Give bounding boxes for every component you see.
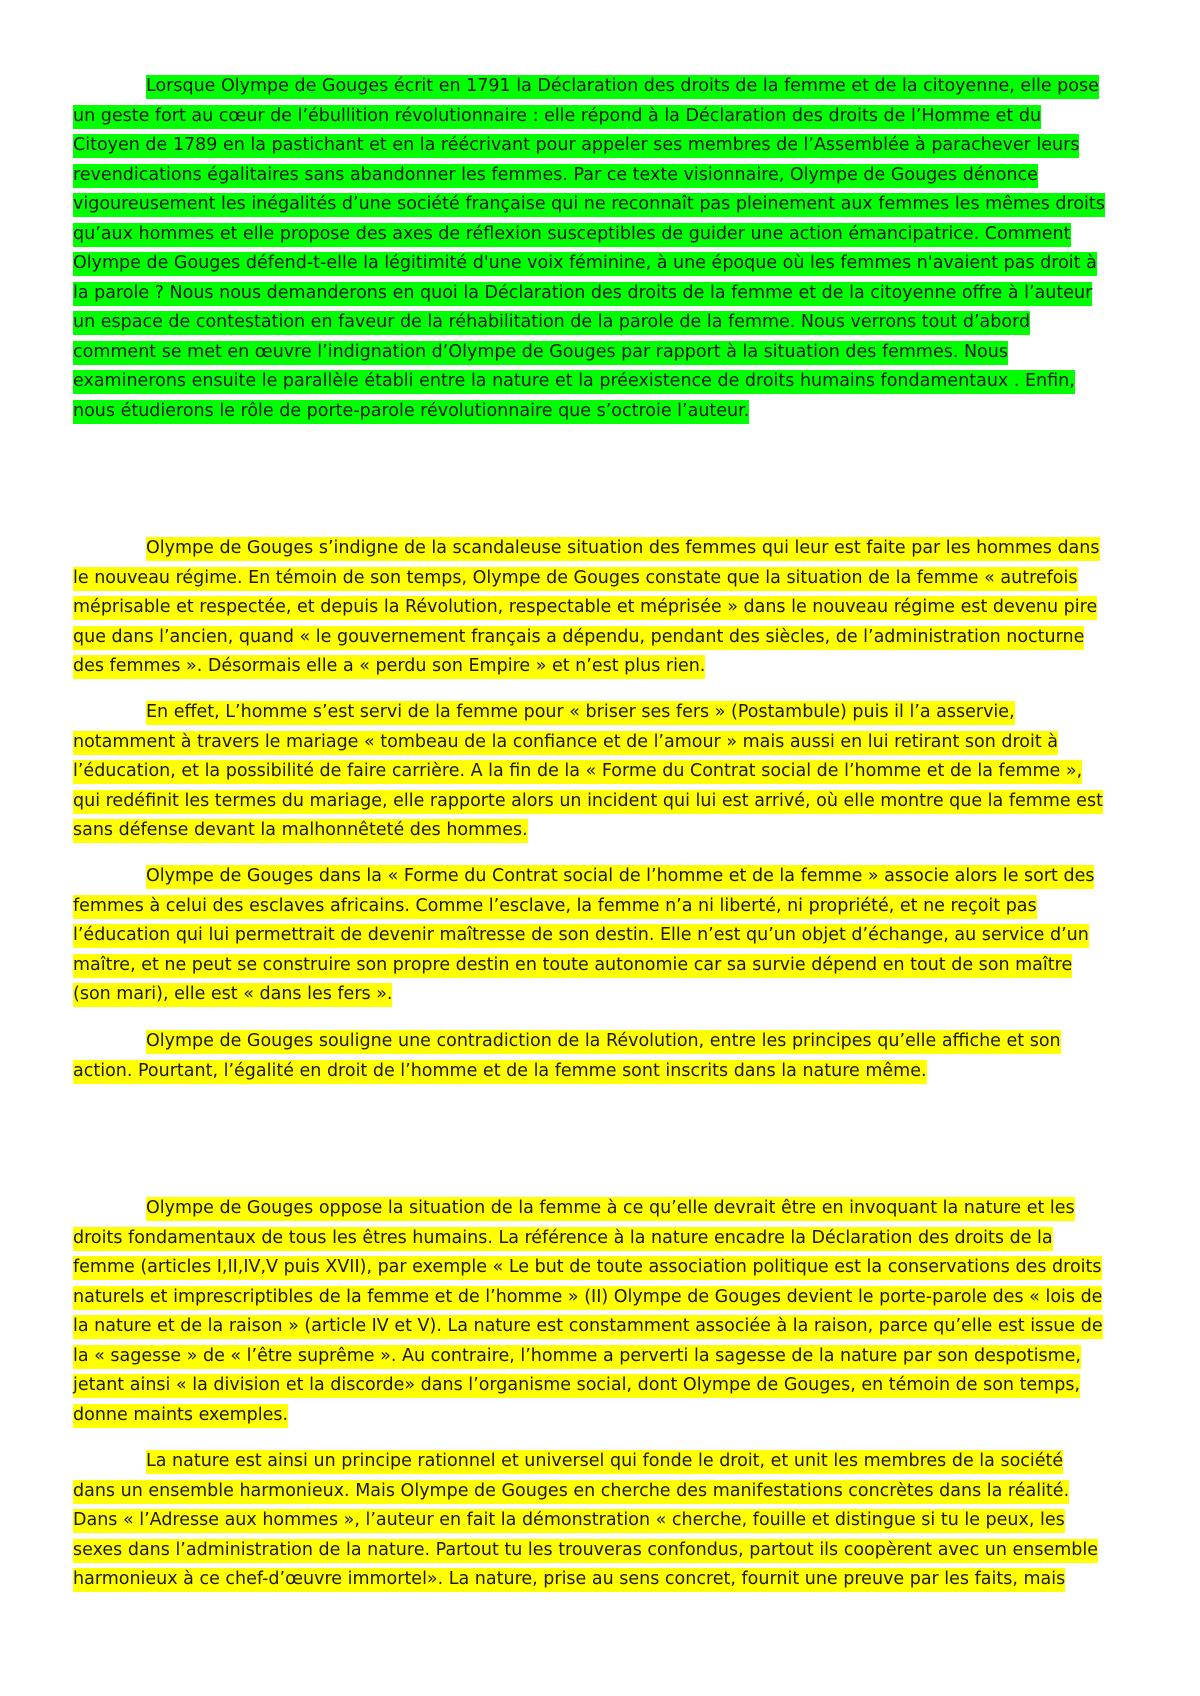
text-line: un geste fort au cœur de l’ébullition révolutionnaire : elle répond à la Déclaration des droits de l’Homme et du [73, 105, 1041, 129]
text-line: femmes à celui des esclaves africains. Comme l’esclave, la femme n’a ni liberté, ni propriété, et ne reçoit pas [73, 895, 1037, 919]
text-line: l’éducation qui lui permettrait de devenir maîtresse de son destin. Elle n’est qu’un objet d’échange, au service d’un [73, 924, 1089, 948]
text-line: donne maints exemples. [73, 1404, 288, 1428]
text-line: revendications égalitaires sans abandonner les femmes. Par ce texte visionnaire, Olympe de Gouges dénonce [73, 164, 1038, 188]
text-line: Olympe de Gouges souligne une contradiction de la Révolution, entre les principes qu’elle affiche et son [146, 1030, 1061, 1054]
text-line: harmonieux à ce chef-d’œuvre immortel». La nature, prise au sens concret, fournit une preuve par les faits, mais [73, 1568, 1065, 1592]
text-line: Dans « l’Adresse aux hommes », l’auteur en fait la démonstration « cherche, fouille et distingue si tu le peux, les [73, 1509, 1065, 1533]
text-line: le nouveau régime. En témoin de son temps, Olympe de Gouges constate que la situation de la femme « autrefois [73, 567, 1078, 591]
paragraph-slavery [73, 862, 1133, 1010]
text-line: action. Pourtant, l’égalité en droit de l’homme et de la femme sont inscrits dans la nature même. [73, 1060, 927, 1084]
text-line: Olympe de Gouges s’indigne de la scandaleuse situation des femmes qui leur est faite par les hommes dans [146, 537, 1100, 561]
text-line: méprisable et respectée, et depuis la Révolution, respectable et méprisée » dans le nouveau régime est devenu pire [73, 596, 1097, 620]
text-line: la parole ? Nous nous demanderons en quoi la Déclaration des droits de la femme et de la citoyenne offre à l’auteur [73, 282, 1092, 306]
text-line: sans défense devant la malhonnêteté des hommes. [73, 819, 528, 843]
paragraph-contradiction [73, 1027, 1133, 1086]
text-line: que dans l’ancien, quand « le gouvernement français a dépendu, pendant des siècles, de l’administration nocturne [73, 626, 1084, 650]
text-line: jetant ainsi « la division et la discorde» dans l’organisme social, dont Olympe de Gouges, en témoin de son temps, [73, 1374, 1080, 1398]
text-line: Citoyen de 1789 en la pastichant et en la réécrivant pour appeler ses membres de l’Assemblée à parachever leurs [73, 134, 1079, 158]
text-line: Olympe de Gouges oppose la situation de la femme à ce qu’elle devrait être en invoquant la nature et les [146, 1197, 1075, 1221]
text-line: Lorsque Olympe de Gouges écrit en 1791 la Déclaration des droits de la femme et de la citoyenne, elle pose [146, 75, 1099, 99]
text-line: naturels et imprescriptibles de la femme et de l’homme » (II) Olympe de Gouges devient le porte-parole des « lois de [73, 1286, 1102, 1310]
text-line: (son mari), elle est « dans les fers ». [73, 983, 392, 1007]
text-line: vigoureusement les inégalités d’une société française qui ne reconnaît pas pleinement aux femmes les mêmes droits [73, 193, 1105, 217]
paragraph-rational-principle [73, 1447, 1133, 1595]
text-line: des femmes ». Désormais elle a « perdu son Empire » et n’est plus rien. [73, 655, 705, 679]
text-line: un espace de contestation en faveur de la réhabilitation de la parole de la femme. Nous verrons tout d’abord [73, 311, 1030, 335]
paragraph-indignation [73, 534, 1133, 682]
text-line: qu’aux hommes et elle propose des axes de réflexion susceptibles de guider une action émancipatrice. Comment [73, 223, 1071, 247]
text-line: Olympe de Gouges dans la « Forme du Contrat social de l’homme et de la femme » associe alors le sort des [146, 865, 1094, 889]
text-line: nous étudierons le rôle de porte-parole révolutionnaire que s’octroie l’auteur. [73, 400, 749, 424]
text-line: droits fondamentaux de tous les êtres humains. La référence à la nature encadre la Déclaration des droits de la [73, 1227, 1053, 1251]
paragraph-marriage [73, 698, 1133, 846]
paragraph-introduction [73, 72, 1133, 426]
text-line: qui redéfinit les termes du mariage, elle rapporte alors un incident qui lui est arrivé, où elle montre que la femme est [73, 790, 1103, 814]
paragraph-nature [73, 1194, 1133, 1430]
text-line: sexes dans l’administration de la nature. Partout tu les trouveras confondus, partout ils coopèrent avec un ensemble [73, 1539, 1098, 1563]
text-line: En effet, L’homme s’est servi de la femme pour « briser ses fers » (Postambule) puis il l’a asservie, [146, 701, 1015, 725]
text-line: la nature et de la raison » (article IV et V). La nature est constamment associée à la raison, parce qu’elle est issue de [73, 1315, 1103, 1339]
text-line: La nature est ainsi un principe rationnel et universel qui fonde le droit, et unit les membres de la société [146, 1450, 1063, 1474]
text-line: examinerons ensuite le parallèle établi entre la nature et la préexistence de droits humains fondamentaux . Enfin, [73, 370, 1075, 394]
text-line: femme (articles I,II,IV,V puis XVII), par exemple « Le but de toute association politique est la conservations des droits [73, 1256, 1102, 1280]
text-line: l’éducation, et la possibilité de faire carrière. A la fin de la « Forme du Contrat social de l’homme et de la femme », [73, 760, 1082, 784]
text-line: la « sagesse » de « l’être suprême ». Au contraire, l’homme a perverti la sagesse de la nature par son despotisme, [73, 1345, 1081, 1369]
text-line: dans un ensemble harmonieux. Mais Olympe de Gouges en cherche des manifestations concrètes dans la réalité. [73, 1480, 1069, 1504]
text-line: comment se met en œuvre l’indignation d’Olympe de Gouges par rapport à la situation des femmes. Nous [73, 341, 1008, 365]
text-line: notamment à travers le mariage « tombeau de la confiance et de l’amour » mais aussi en lui retirant son droit à [73, 731, 1058, 755]
text-line: maître, et ne peut se construire son propre destin en toute autonomie car sa survie dépend en tout de son maître [73, 954, 1072, 978]
text-line: Olympe de Gouges défend-t-elle la légitimité d'une voix féminine, à une époque où les femmes n'avaient pas droit à [73, 252, 1097, 276]
